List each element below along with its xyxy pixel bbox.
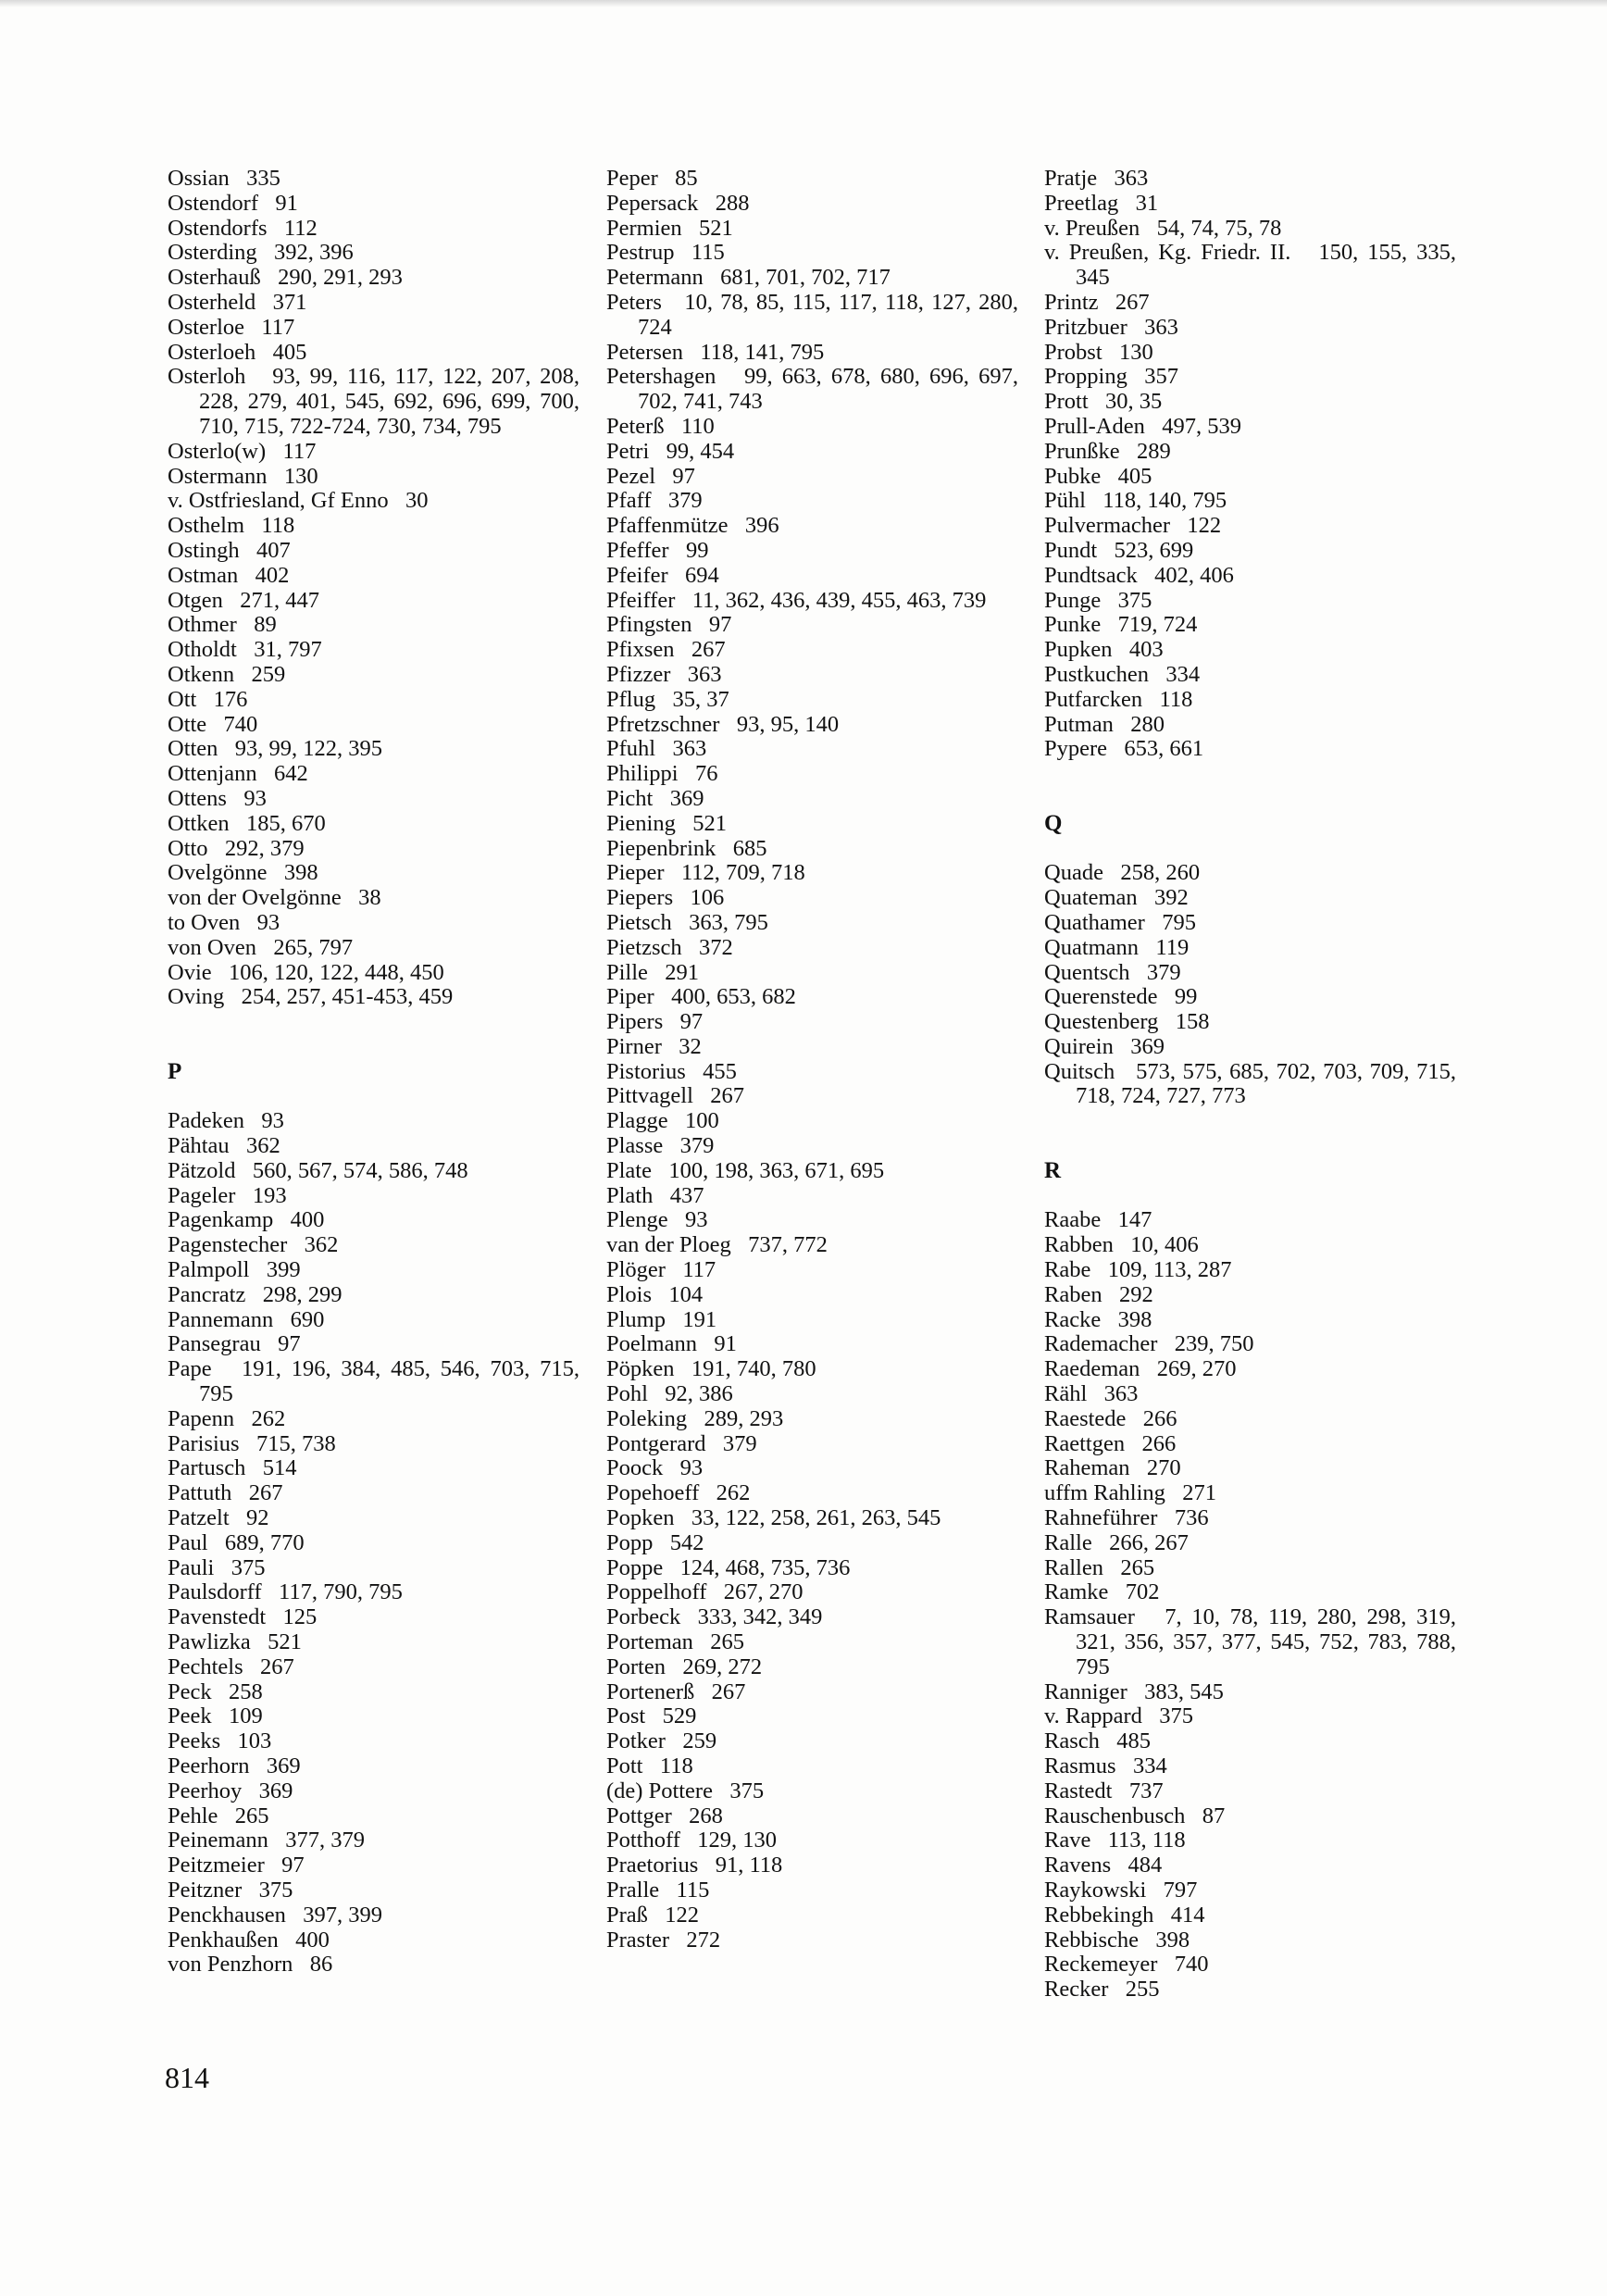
index-entry: Raedeman 269, 270: [1044, 1356, 1237, 1382]
index-entry: van der Ploeg 737, 772: [606, 1232, 828, 1258]
index-entry: Pille 291: [606, 959, 700, 985]
index-entry: Penckhausen 397, 399: [168, 1902, 383, 1928]
index-entry: Pöpken 191, 740, 780: [606, 1356, 816, 1382]
index-entry: Printz 267: [1044, 289, 1150, 315]
index-entry: Prull-Aden 497, 539: [1044, 413, 1241, 439]
index-entry: Putman 280: [1044, 711, 1165, 737]
index-entry: Recker 255: [1044, 1977, 1160, 2003]
index-entry: Pawlizka 521: [168, 1629, 302, 1655]
index-entry: Otgen 271, 447: [168, 587, 319, 613]
index-entry: Pieper 112, 709, 718: [606, 860, 805, 886]
index-entry: v. Preußen 54, 74, 75, 78: [1044, 215, 1282, 241]
index-entry: Raestede 266: [1044, 1405, 1177, 1431]
index-entry: Pittvagell 267: [606, 1083, 745, 1109]
index-entry: Quatmann 119: [1044, 934, 1190, 960]
index-entry: Plagge 100: [606, 1108, 719, 1134]
index-entry: Plenge 93: [606, 1207, 708, 1233]
index-entry: Plump 191: [606, 1306, 717, 1332]
index-entry: Osterloh 93, 99, 116, 117, 122, 207, 208, 228, 279, 401, 545, 692, 696, 699, 700, 710, 715, 722-724, 730, 734, 795: [168, 364, 586, 439]
page-number: 814: [165, 2061, 209, 2094]
index-entry: Ranniger 383, 545: [1044, 1678, 1224, 1704]
index-entry: Ovie 106, 120, 122, 448, 450: [168, 959, 444, 985]
index-entry: Quathamer 795: [1044, 909, 1196, 935]
index-entry: Porbeck 333, 342, 349: [606, 1604, 823, 1630]
index-entry: Pechtels 267: [168, 1653, 294, 1679]
index-entry: Pfizzer 363: [606, 661, 722, 687]
index-entry: Otte 740: [168, 711, 258, 737]
index-entry: Osterding 392, 396: [168, 240, 354, 266]
index-entry: Otto 292, 379: [168, 835, 305, 861]
index-entry: Plasse 379: [606, 1133, 715, 1159]
index-entry: Racke 398: [1044, 1306, 1152, 1332]
index-entry: Othmer 89: [168, 612, 277, 638]
index-entry: Pontgerard 379: [606, 1430, 757, 1456]
index-entry: Pietsch 363, 795: [606, 909, 768, 935]
index-entry: Pipers 97: [606, 1009, 704, 1035]
index-entry: Pfaffenmütze 396: [606, 513, 779, 539]
index-entry: Permien 521: [606, 215, 733, 241]
index-entry: Pfeffer 99: [606, 537, 709, 563]
index-entry: Pflug 35, 37: [606, 686, 729, 712]
index-entry: Raheman 270: [1044, 1455, 1181, 1481]
index-entry: Reckemeyer 740: [1044, 1952, 1209, 1978]
index-entry: Prunßke 289: [1044, 438, 1171, 464]
index-entry: Poock 93: [606, 1455, 704, 1481]
index-entry: Piepers 106: [606, 885, 725, 911]
index-entry: Rasmus 334: [1044, 1753, 1167, 1778]
index-entry: Pagenstecher 362: [168, 1232, 339, 1258]
index-entry: Pirner 32: [606, 1033, 702, 1059]
index-entry: Pape 191, 196, 384, 485, 546, 703, 715, 795: [168, 1356, 586, 1407]
index-entry: Parisius 715, 738: [168, 1430, 336, 1456]
index-entry: Querenstede 99: [1044, 984, 1198, 1010]
index-entry: Oving 254, 257, 451-453, 459: [168, 984, 454, 1010]
index-entry: Poppe 124, 468, 735, 736: [606, 1554, 851, 1580]
index-entry: Porteman 265: [606, 1629, 745, 1655]
index-entry: Pralle 115: [606, 1877, 710, 1903]
index-entry: Pietzsch 372: [606, 934, 733, 960]
index-entry: v. Rappard 375: [1044, 1703, 1194, 1729]
index-entry: Ramke 702: [1044, 1579, 1160, 1605]
index-entry: Propping 357: [1044, 364, 1178, 390]
index-entry: Prott 30, 35: [1044, 389, 1163, 415]
index-entry: Peterß 110: [606, 413, 715, 439]
index-entry: Putfarcken 118: [1044, 686, 1193, 712]
index-entry: Pfretzschner 93, 95, 140: [606, 711, 840, 737]
index-entry: Raykowski 797: [1044, 1877, 1198, 1903]
index-entry: Pundtsack 402, 406: [1044, 562, 1234, 588]
index-entry: Osterloeh 405: [168, 339, 307, 365]
index-entry: Pohl 92, 386: [606, 1381, 733, 1407]
index-entry: Pehle 265: [168, 1803, 269, 1828]
index-entry: Pott 118: [606, 1753, 693, 1778]
index-entry: Rave 113, 118: [1044, 1828, 1186, 1853]
index-entry: Pfaff 379: [606, 488, 703, 514]
index-entry: Pannemann 690: [168, 1306, 325, 1332]
index-entry: Popp 542: [606, 1529, 704, 1555]
index-entry: Rasch 485: [1044, 1728, 1151, 1754]
index-entry: Peck 258: [168, 1678, 263, 1704]
index-entry: Piper 400, 653, 682: [606, 984, 796, 1010]
index-entry: Osterhauß 290, 291, 293: [168, 265, 403, 291]
index-entry: Papenn 262: [168, 1405, 286, 1431]
index-entry: Potker 259: [606, 1728, 717, 1754]
index-entry: Pansegrau 97: [168, 1331, 301, 1357]
index-entry: Pavenstedt 125: [168, 1604, 318, 1630]
index-entry: Pähtau 362: [168, 1133, 280, 1159]
index-entry: Rahneführer 736: [1044, 1505, 1209, 1531]
index-entry: Pezel 97: [606, 463, 695, 489]
index-entry: Pfingsten 97: [606, 612, 732, 638]
index-entry: Peters 10, 78, 85, 115, 117, 118, 127, 280, 724: [606, 289, 1025, 340]
index-entry: Punge 375: [1044, 587, 1152, 613]
index-entry: Peeks 103: [168, 1728, 272, 1754]
index-entry: Rabben 10, 406: [1044, 1232, 1199, 1258]
index-entry: Rastedt 737: [1044, 1778, 1164, 1803]
index-entry: v. Preußen, Kg. Friedr. II. 150, 155, 335, 345: [1044, 240, 1463, 291]
index-entry: Quirein 369: [1044, 1033, 1165, 1059]
index-entry: Pratje 363: [1044, 166, 1149, 191]
index-column-2: [606, 166, 1025, 1953]
index-entry: Praster 272: [606, 1927, 721, 1953]
index-entry: Poelmann 91: [606, 1331, 737, 1357]
index-entry: Petri 99, 454: [606, 438, 735, 464]
index-entry: Praetorius 91, 118: [606, 1853, 783, 1878]
index-entry: Ostermann 130: [168, 463, 318, 489]
index-entry: v. Ostfriesland, Gf Enno 30: [168, 488, 429, 514]
index-entry: Questenberg 158: [1044, 1009, 1210, 1035]
index-entry: Peinemann 377, 379: [168, 1828, 365, 1853]
index-entry: Penkhaußen 400: [168, 1927, 330, 1953]
index-entry: Ravens 484: [1044, 1853, 1163, 1878]
index-entry: Preetlag 31: [1044, 190, 1159, 216]
index-entry: Pagenkamp 400: [168, 1207, 325, 1233]
index-entry: Ovelgönne 398: [168, 860, 318, 886]
index-entry: Paul 689, 770: [168, 1529, 305, 1555]
index-entry: Pepersack 288: [606, 190, 750, 216]
index-entry: Punke 719, 724: [1044, 612, 1198, 638]
index-entry: Raben 292: [1044, 1281, 1153, 1307]
index-entry: Pritzbuer 363: [1044, 314, 1178, 340]
index-entry: Pfeifer 694: [606, 562, 719, 588]
index-entry: Rebbische 398: [1044, 1927, 1190, 1953]
index-entry: Otkenn 259: [168, 661, 286, 687]
index-entry: Osterheld 371: [168, 289, 307, 315]
index-entry: Peitzmeier 97: [168, 1853, 305, 1878]
index-entry: uffm Rahling 271: [1044, 1480, 1217, 1506]
index-entry: Pistorius 455: [606, 1058, 737, 1084]
scan-edge-shadow: [0, 0, 1607, 7]
index-entry: Otten 93, 99, 122, 395: [168, 736, 383, 762]
index-entry: Pfixsen 267: [606, 637, 726, 663]
index-entry: Palmpoll 399: [168, 1257, 301, 1283]
index-entry: Pustkuchen 334: [1044, 661, 1201, 687]
index-entry: Plath 437: [606, 1182, 704, 1208]
index-entry: Pottger 268: [606, 1803, 723, 1828]
index-entry: Poleking 289, 293: [606, 1405, 784, 1431]
index-entry: Quentsch 379: [1044, 959, 1181, 985]
index-entry: Popehoeff 262: [606, 1480, 751, 1506]
index-entry: Pfeiffer 11, 362, 436, 439, 455, 463, 739: [606, 587, 987, 613]
index-entry: Peek 109: [168, 1703, 263, 1729]
index-column-1: [168, 166, 586, 1978]
index-entry: Raettgen 266: [1044, 1430, 1177, 1456]
index-entry: Portenerß 267: [606, 1678, 746, 1704]
index-entry: Ostman 402: [168, 562, 290, 588]
index-entry: Pundt 523, 699: [1044, 537, 1194, 563]
index-entry: Otholdt 31, 797: [168, 637, 322, 663]
index-entry: Pfuhl 363: [606, 736, 707, 762]
index-entry: Ottken 185, 670: [168, 810, 326, 836]
index-entry: Pulvermacher 122: [1044, 513, 1222, 539]
index-entry: Petermann 681, 701, 702, 717: [606, 265, 891, 291]
index-entry: (de) Pottere 375: [606, 1778, 765, 1803]
index-entry: Potthoff 129, 130: [606, 1828, 777, 1853]
index-entry: Post 529: [606, 1703, 697, 1729]
index-entry: Piening 521: [606, 810, 727, 836]
index-entry: Plöger 117: [606, 1257, 716, 1283]
index-entry: Peitzner 375: [168, 1877, 293, 1903]
index-entry: Paulsdorff 117, 790, 795: [168, 1579, 403, 1605]
index-entry: Ottens 93: [168, 785, 267, 811]
index-entry: Rallen 265: [1044, 1554, 1155, 1580]
index-entry: Piepenbrink 685: [606, 835, 767, 861]
index-entry: Pupken 403: [1044, 637, 1164, 663]
index-entry: Pancratz 298, 299: [168, 1281, 343, 1307]
index-entry: Petershagen 99, 663, 678, 680, 696, 697, 702, 741, 743: [606, 364, 1025, 415]
index-entry: Pühl 118, 140, 795: [1044, 488, 1227, 514]
index-entry: Petersen 118, 141, 795: [606, 339, 825, 365]
index-entry: von Penzhorn 86: [168, 1952, 333, 1978]
index-entry: Porten 269, 272: [606, 1653, 763, 1679]
index-entry: Quade 258, 260: [1044, 860, 1201, 886]
index-entry: Ostendorf 91: [168, 190, 298, 216]
index-entry: Pätzold 560, 567, 574, 586, 748: [168, 1157, 468, 1183]
index-entry: Plois 104: [606, 1281, 704, 1307]
letter-heading: P: [168, 1058, 182, 1084]
index-entry: Poppelhoff 267, 270: [606, 1579, 804, 1605]
index-entry: Ottenjann 642: [168, 761, 308, 787]
index-entry: Picht 369: [606, 785, 704, 811]
index-entry: Rabe 109, 113, 287: [1044, 1257, 1232, 1283]
index-entry: Peerhoy 369: [168, 1778, 293, 1803]
index-entry: Pauli 375: [168, 1554, 266, 1580]
index-entry: Ott 176: [168, 686, 248, 712]
index-entry: Ossian 335: [168, 166, 280, 191]
index-entry: Praß 122: [606, 1902, 700, 1928]
index-entry: Peerhorn 369: [168, 1753, 301, 1778]
index-entry: von Oven 265, 797: [168, 934, 354, 960]
index-entry: Ralle 266, 267: [1044, 1529, 1189, 1555]
index-entry: Pubke 405: [1044, 463, 1152, 489]
index-entry: Ramsauer 7, 10, 78, 119, 280, 298, 319, 321, 356, 357, 377, 545, 752, 783, 788, 795: [1044, 1604, 1463, 1679]
index-entry: Pageler 193: [168, 1182, 287, 1208]
index-column-3: [1044, 166, 1463, 2003]
index-entry: Rebbekingh 414: [1044, 1902, 1205, 1928]
index-entry: Quitsch 573, 575, 685, 702, 703, 709, 715, 718, 724, 727, 773: [1044, 1058, 1463, 1109]
index-entry: Peper 85: [606, 166, 698, 191]
index-entry: Rauschenbusch 87: [1044, 1803, 1226, 1828]
index-entry: Quateman 392: [1044, 885, 1189, 911]
index-entry: Philippi 76: [606, 761, 718, 787]
index-entry: Osterloe 117: [168, 314, 295, 340]
index-entry: Rähl 363: [1044, 1381, 1139, 1407]
index-entry: Raabe 147: [1044, 1207, 1152, 1233]
index-entry: Pestrup 115: [606, 240, 725, 266]
index-entry: Osterlo(w) 117: [168, 438, 317, 464]
index-entry: Ostendorfs 112: [168, 215, 318, 241]
index-entry: Popken 33, 122, 258, 261, 263, 545: [606, 1505, 941, 1531]
index-entry: von der Ovelgönne 38: [168, 885, 381, 911]
index-entry: Osthelm 118: [168, 513, 295, 539]
index-entry: Ostingh 407: [168, 537, 291, 563]
index-entry: to Oven 93: [168, 909, 280, 935]
index-entry: Patzelt 92: [168, 1505, 269, 1531]
index-entry: Probst 130: [1044, 339, 1153, 365]
index-entry: Plate 100, 198, 363, 671, 695: [606, 1157, 885, 1183]
index-entry: Pattuth 267: [168, 1480, 283, 1506]
letter-heading: Q: [1044, 810, 1063, 836]
index-entry: Pypere 653, 661: [1044, 736, 1204, 762]
index-entry: Padeken 93: [168, 1108, 284, 1134]
letter-heading: R: [1044, 1157, 1062, 1183]
index-entry: Partusch 514: [168, 1455, 297, 1481]
index-entry: Rademacher 239, 750: [1044, 1331, 1254, 1357]
